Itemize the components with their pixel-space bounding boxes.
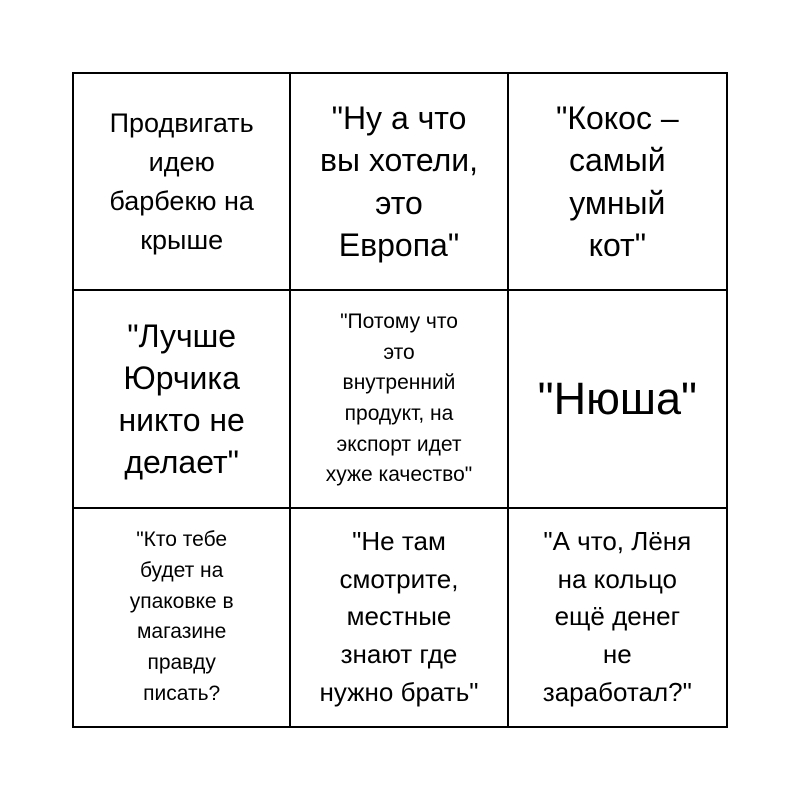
bingo-cell[interactable] [291, 509, 508, 726]
bingo-cell-text: "Ну а что вы хотели, это Европа" [319, 100, 479, 263]
bingo-cell-text: "Лучше Юрчика никто не делает" [118, 317, 245, 481]
bingo-cell-text: "Потому что это внутренний продукт, на экспорт идет хуже качество" [325, 310, 473, 487]
bingo-cell-text: "Кто тебе будет на упаковке в магазине правду писать? [129, 528, 234, 705]
bingo-board [72, 72, 728, 728]
bingo-cell-text: "Кокос – самый умный кот" [556, 100, 679, 263]
bingo-cell-text: "Нюша" [537, 372, 697, 424]
bingo-cell[interactable] [74, 509, 291, 726]
bingo-cell[interactable] [509, 74, 726, 291]
bingo-cell[interactable] [74, 291, 291, 508]
bingo-cell[interactable] [509, 291, 726, 508]
bingo-cell[interactable] [509, 509, 726, 726]
bingo-cell[interactable] [74, 74, 291, 291]
bingo-cell-text: "А что, Лёня на кольцо ещё денег не заработал?" [542, 526, 692, 707]
bingo-cell[interactable] [291, 74, 508, 291]
bingo-cell-text: Продвигать идею барбекю на крыше [109, 107, 254, 255]
bingo-cell-text: "Не там смотрите, местные знают где нужно брать" [319, 526, 479, 707]
bingo-cell[interactable] [291, 291, 508, 508]
